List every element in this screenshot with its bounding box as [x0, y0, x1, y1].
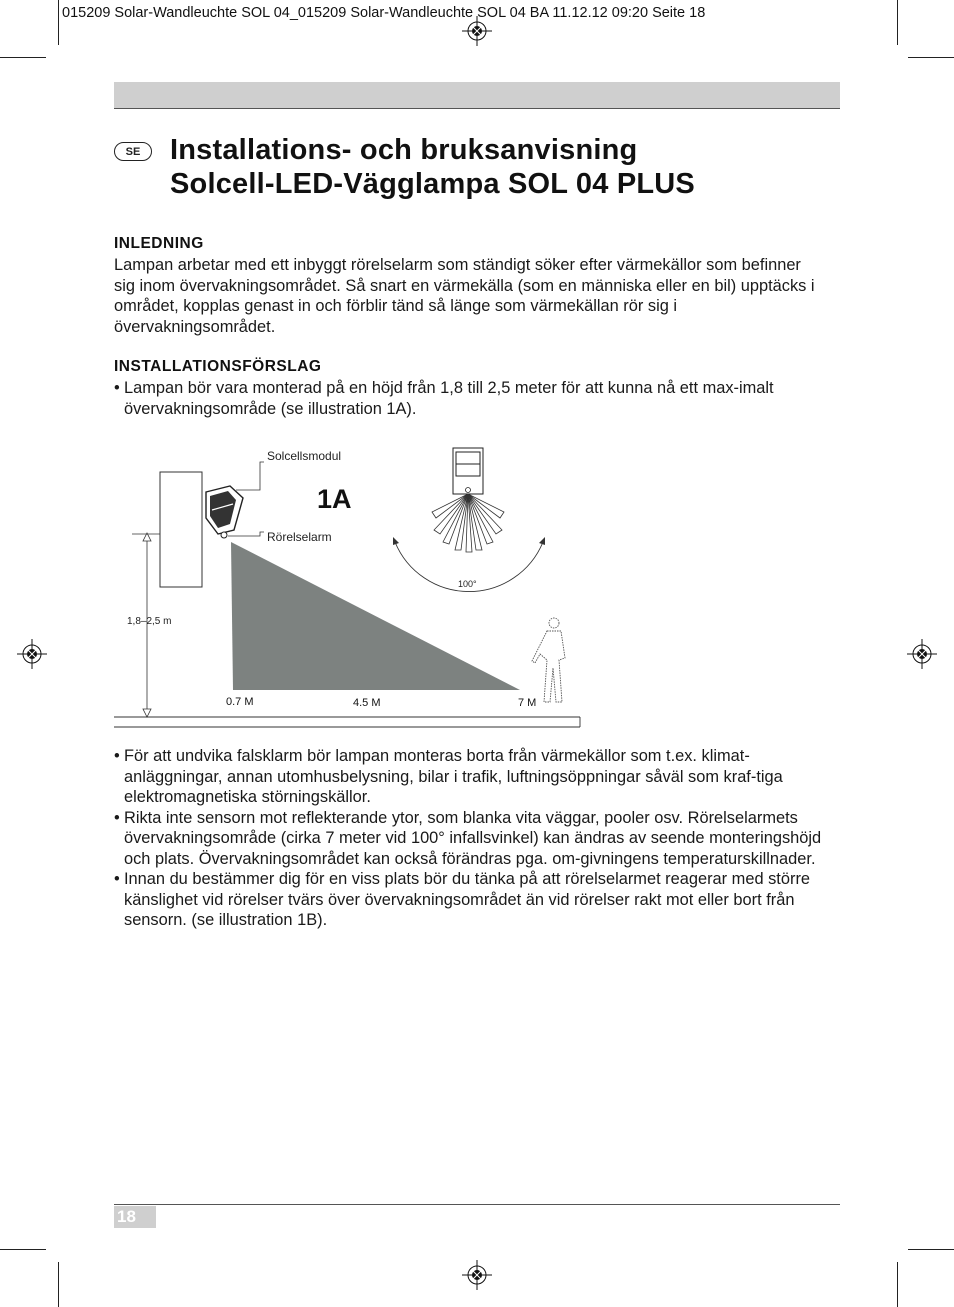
list-item	[114, 808, 834, 870]
illustration-1a	[110, 440, 590, 730]
install-bullet	[114, 378, 824, 419]
print-header: 015209 Solar-Wandleuchte SOL 04_015209 Solar-Wandleuchte SOL 04 BA 11.12.12 09:20 Seite 18	[62, 5, 706, 21]
list-item	[114, 746, 834, 808]
height-label: 1,8–2,5 m	[127, 616, 172, 627]
bullet-text: Rikta inte sensorn mot reflekterande ytor, som blanka vita väggar, pooler osv. Rörelselarmets övervakningsområde (cirka 7 meter vid 100° infallsvinkel) kan ändras av seende monteringshöjd och plats. Övervakningsområdet kan också förändras pga. om-givningens temperaturskillnader.	[124, 808, 822, 868]
bullet-symbol: •	[114, 379, 120, 397]
distance-mid: 4.5 M	[353, 697, 381, 709]
language-badge: SE	[114, 142, 152, 161]
title-line-2: Solcell-LED-Vägglampa SOL 04 PLUS	[170, 168, 695, 200]
crop-mark	[58, 1262, 59, 1307]
registration-mark-icon	[462, 1260, 492, 1290]
crop-mark	[897, 1262, 898, 1307]
label-solar-module: Solcellsmodul	[267, 449, 342, 463]
bullet-text: För att undvika falsklarm bör lampan monteras borta från värmekällor som t.ex. klimat-anläggningar, annan utomhusbelysning, bilar i trafik, luftningsöppningar såväl som kraf-tiga elektromagnetiska störningskällor.	[124, 747, 783, 806]
header-bar	[114, 82, 840, 109]
crop-mark	[908, 1249, 954, 1250]
page-title	[170, 133, 695, 201]
bullet-list	[114, 746, 834, 931]
person-icon	[532, 618, 565, 702]
distance-far: 7 M	[518, 697, 537, 709]
label-motion-sensor: Rörelselarm	[267, 530, 332, 544]
intro-heading: INLEDNING	[114, 235, 204, 252]
intro-text: Lampan arbetar med ett inbyggt rörelselarm som ständigt söker efter värmekällor som befinner sig inom övervakningsområdet. Så snart en värmekälla (som en människa eller en bil) upptäcks i området, kopplas genast in och förblir tänd så länge som värmekällan rör sig i övervakningsområdet.	[114, 256, 815, 336]
list-item	[114, 869, 834, 931]
detection-area	[231, 542, 520, 690]
crop-mark	[897, 0, 898, 45]
distance-near: 0.7 M	[226, 696, 254, 708]
crop-mark	[0, 1249, 46, 1250]
bullet-symbol: •	[114, 747, 120, 765]
registration-mark-icon	[462, 16, 492, 46]
footer-rule	[114, 1204, 840, 1205]
install-heading: INSTALLATIONSFÖRSLAG	[114, 358, 322, 375]
bullet-symbol: •	[114, 870, 120, 888]
page-number: 18	[114, 1206, 156, 1228]
registration-mark-icon	[17, 639, 47, 669]
sensor-top-view-icon	[453, 448, 483, 494]
lamp-icon	[206, 486, 243, 538]
bullet-symbol: •	[114, 808, 120, 827]
bullet-text: Innan du bestämmer dig för en viss plats bör du tänka på att rörelselarmet reagerar med större känslighet vid rörelser tvärs över övervakningsområdet än vid rörelser rakt mot eller bort från sensorn. (se illustration 1B).	[124, 870, 811, 929]
figure-id: 1A	[317, 484, 352, 514]
title-line-1: Installations- och bruksanvisning	[170, 134, 638, 166]
angle-label: 100°	[458, 579, 477, 589]
crop-mark	[58, 0, 59, 45]
detection-rays	[432, 494, 504, 552]
crop-mark	[908, 57, 954, 58]
crop-mark	[0, 57, 46, 58]
registration-mark-icon	[907, 639, 937, 669]
wall	[160, 472, 202, 587]
bullet-text: Lampan bör vara monterad på en höjd från 1,8 till 2,5 meter för att kunna nå ett max-imalt övervakningsområde (se illustration 1A).	[124, 379, 774, 418]
